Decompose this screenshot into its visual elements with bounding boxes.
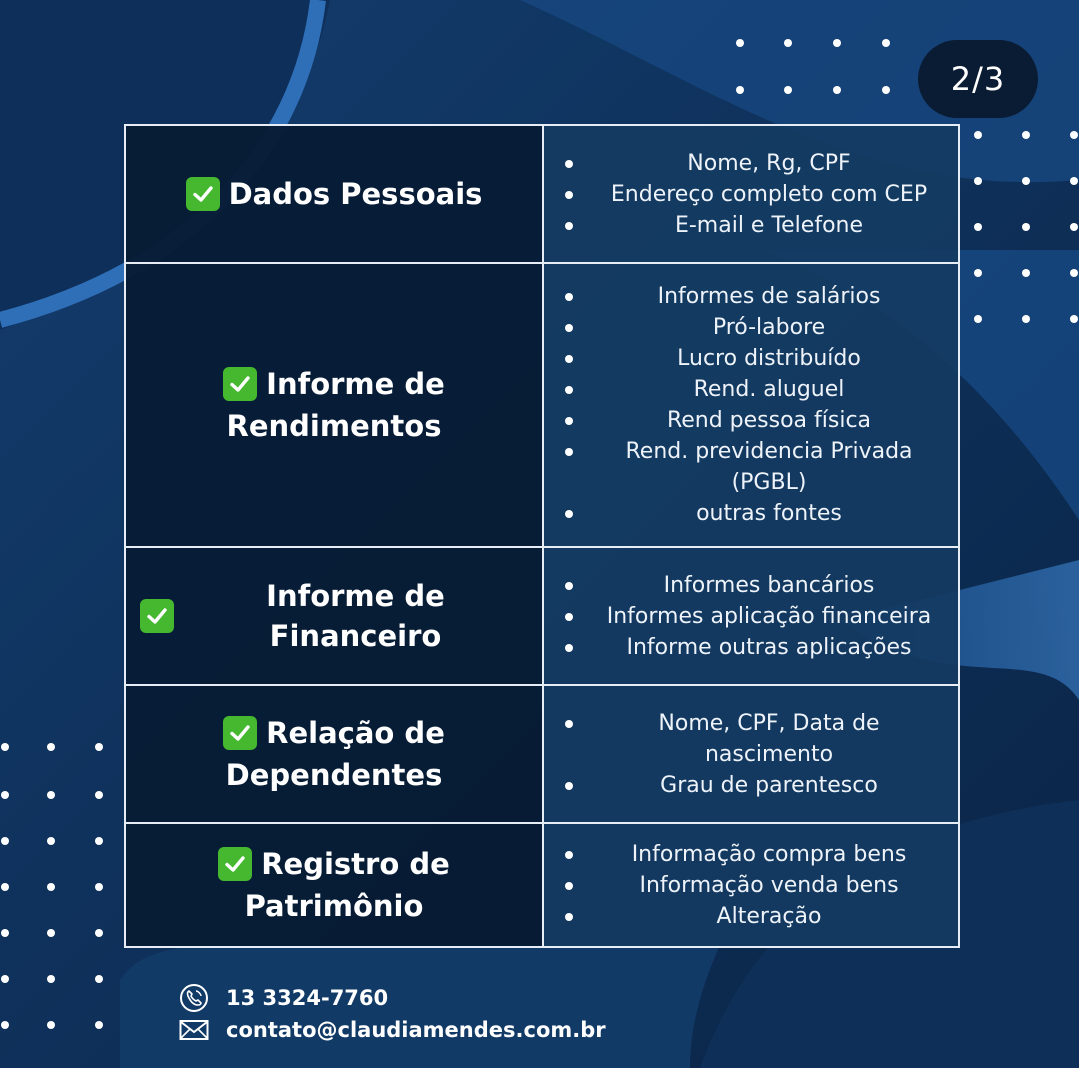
category-title-line: Registro de [261, 847, 450, 881]
mail-icon [178, 1015, 210, 1045]
list-item: outras fontes [544, 498, 944, 529]
list-item: Nome, Rg, CPF [544, 148, 944, 179]
phone-icon [178, 983, 210, 1013]
category-title-line: Patrimônio [244, 889, 424, 923]
check-mark-icon [223, 367, 257, 401]
table-row [125, 125, 959, 263]
table-row [125, 547, 959, 685]
phone-row[interactable] [178, 982, 606, 1014]
list-item: Lucro distribuído [544, 343, 944, 374]
list-item: Informes de salários [544, 281, 944, 312]
list-item: Rend pessoa física [544, 405, 944, 436]
category-title [172, 174, 497, 214]
table-row [125, 685, 959, 823]
page-indicator [918, 40, 1038, 118]
items-cell [543, 263, 959, 547]
list-item: Pró-labore [544, 312, 944, 343]
list-item: Endereço completo com CEP [544, 179, 944, 210]
list-item: Rend. previdencia Privada (PGBL) [544, 436, 944, 498]
category-cell [125, 823, 543, 947]
category-cell [125, 263, 543, 547]
check-mark-icon [186, 177, 220, 211]
document-checklist-table [124, 124, 960, 948]
category-cell [125, 547, 543, 685]
phone-number[interactable]: 13 3324-7760 [226, 986, 389, 1010]
email-address[interactable]: contato@claudiamendes.com.br [226, 1018, 606, 1042]
list-item: Informes aplicação financeira [544, 601, 944, 632]
list-item: Informes bancários [544, 570, 944, 601]
category-cell [125, 685, 543, 823]
items-cell [543, 823, 959, 947]
list-item: Nome, CPF, Data de nascimento [544, 708, 944, 770]
list-item: Alteração [544, 901, 944, 932]
page-indicator-label: 2/3 [950, 60, 1006, 98]
item-list [544, 281, 958, 529]
category-title [209, 713, 459, 795]
category-title [209, 364, 459, 446]
contact-info [178, 982, 606, 1046]
list-item: Informação compra bens [544, 839, 944, 870]
list-item: Grau de parentesco [544, 770, 944, 801]
category-title-line: Rendimentos [226, 409, 442, 443]
check-mark-icon [223, 716, 257, 750]
category-title [126, 576, 542, 656]
item-list [544, 839, 958, 932]
check-mark-icon [218, 847, 252, 881]
category-title-line: Informe de [266, 367, 445, 401]
check-mark-icon [140, 599, 174, 633]
category-title-text: Informe de Financeiro [266, 579, 445, 653]
item-list [544, 570, 958, 663]
category-title [204, 844, 464, 926]
list-item: Rend. aluguel [544, 374, 944, 405]
item-list [544, 708, 958, 801]
items-cell [543, 685, 959, 823]
table-row [125, 263, 959, 547]
category-title-text: Dados Pessoais [228, 177, 483, 211]
table-row [125, 823, 959, 947]
list-item: Informe outras aplicações [544, 632, 944, 663]
email-row[interactable] [178, 1014, 606, 1046]
item-list [544, 148, 958, 241]
category-cell [125, 125, 543, 263]
category-title-line: Dependentes [225, 758, 443, 792]
list-item: Informação venda bens [544, 870, 944, 901]
list-item: E-mail e Telefone [544, 210, 944, 241]
items-cell [543, 547, 959, 685]
items-cell [543, 125, 959, 263]
category-title-line: Relação de [266, 716, 445, 750]
